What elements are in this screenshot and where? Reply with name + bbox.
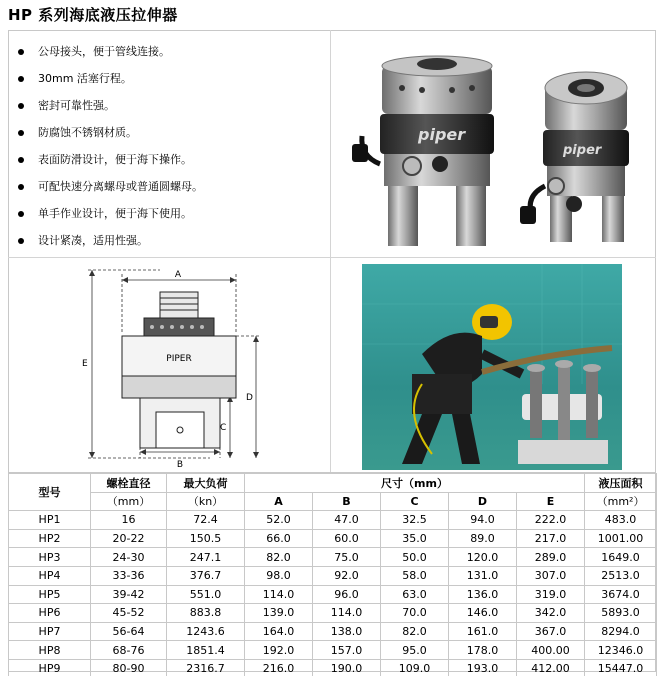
product-photo (340, 36, 650, 254)
table-cell: 98.0 (245, 566, 313, 585)
header-dim-c: C (381, 492, 449, 511)
table-cell: 94.0 (449, 511, 517, 530)
table-cell: 193.0 (449, 659, 517, 676)
table-cell: 289.0 (517, 548, 585, 567)
table-cell: 400.00 (517, 641, 585, 660)
table-cell: 1243.6 (167, 622, 245, 641)
table-cell: 15447.0 (585, 659, 657, 676)
table-cell: 70.0 (381, 604, 449, 623)
table-cell: 45-52 (91, 604, 167, 623)
table-row (9, 641, 657, 660)
table-cell: 80-90 (91, 659, 167, 676)
table-cell: 376.7 (167, 566, 245, 585)
table-cell: 114.0 (313, 604, 381, 623)
feature-item: 30mm 活塞行程。 (14, 65, 203, 92)
table-cell: 75.0 (313, 548, 381, 567)
table-cell: 178.0 (449, 641, 517, 660)
table-cell: 39-42 (91, 585, 167, 604)
table-cell: 60.0 (313, 529, 381, 548)
table-cell: 319.0 (517, 585, 585, 604)
feature-item: 表面防滑设计，便于海下操作。 (14, 146, 203, 173)
table-cell: 114.0 (245, 585, 313, 604)
table-cell: 342.0 (517, 604, 585, 623)
header-area-unit: （mm²） (585, 492, 657, 511)
photo-brand-label: piper (563, 143, 602, 158)
flange-tensioners-image (518, 360, 608, 464)
table-cell: 68-76 (91, 641, 167, 660)
table-cell: HP3 (9, 548, 91, 567)
header-max-load: 最大负荷 (167, 474, 245, 493)
tensioner-left-image (352, 56, 494, 246)
table-cell: 5893.0 (585, 604, 657, 623)
table-cell: 120.0 (449, 548, 517, 567)
dim-label-d: D (246, 393, 253, 403)
table-row (9, 566, 657, 585)
table-cell: HP2 (9, 529, 91, 548)
table-cell: 2316.7 (167, 659, 245, 676)
table-cell: 883.8 (167, 604, 245, 623)
table-cell: 164.0 (245, 622, 313, 641)
header-dim-d: D (449, 492, 517, 511)
table-cell: 1001.00 (585, 529, 657, 548)
table-cell: 47.0 (313, 511, 381, 530)
table-cell: 551.0 (167, 585, 245, 604)
feature-list (14, 38, 203, 254)
feature-item: 公母接头，便于管线连接。 (14, 38, 203, 65)
table-cell: 35.0 (381, 529, 449, 548)
table-cell: HP1 (9, 511, 91, 530)
table-cell: 92.0 (313, 566, 381, 585)
table-cell: 1851.4 (167, 641, 245, 660)
underwater-photo (362, 264, 622, 470)
table-cell: 367.0 (517, 622, 585, 641)
table-cell: 96.0 (313, 585, 381, 604)
feature-item: 密封可靠性强。 (14, 92, 203, 119)
page-title: HP 系列海底液压拉伸器 (8, 6, 178, 24)
table-cell: 307.0 (517, 566, 585, 585)
feature-item: 防腐蚀不锈钢材质。 (14, 119, 203, 146)
table-cell: 12346.0 (585, 641, 657, 660)
divider-vertical (330, 30, 331, 472)
table-cell: 33-36 (91, 566, 167, 585)
table-cell: 136.0 (449, 585, 517, 604)
table-row (9, 529, 657, 548)
drawing-brand-label: PIPER (166, 354, 192, 364)
tensioner-right-image (520, 72, 629, 242)
spec-table (8, 473, 657, 676)
dim-label-c: C (220, 423, 227, 433)
table-cell: 8294.0 (585, 622, 657, 641)
table-cell: 52.0 (245, 511, 313, 530)
table-cell: 24-30 (91, 548, 167, 567)
table-cell: 109.0 (381, 659, 449, 676)
table-cell: 150.5 (167, 529, 245, 548)
table-cell: 247.1 (167, 548, 245, 567)
table-cell: 412.00 (517, 659, 585, 676)
table-cell: 2513.0 (585, 566, 657, 585)
table-cell: 190.0 (313, 659, 381, 676)
header-bolt-diameter: 螺栓直径 (91, 474, 167, 493)
table-cell: 63.0 (381, 585, 449, 604)
table-row (9, 604, 657, 623)
table-cell: HP6 (9, 604, 91, 623)
table-cell: HP5 (9, 585, 91, 604)
header-dim-e: E (517, 492, 585, 511)
table-cell: 1649.0 (585, 548, 657, 567)
table-cell: 20-22 (91, 529, 167, 548)
header-dim-a: A (245, 492, 313, 511)
table-cell: HP7 (9, 622, 91, 641)
table-cell: 139.0 (245, 604, 313, 623)
table-row (9, 622, 657, 641)
table-cell: 222.0 (517, 511, 585, 530)
header-bolt-unit: （mm） (91, 492, 167, 511)
divider-horizontal (8, 257, 656, 258)
table-cell: 32.5 (381, 511, 449, 530)
table-cell: HP4 (9, 566, 91, 585)
feature-item: 单手作业设计，便于海下使用。 (14, 200, 203, 227)
table-cell: 157.0 (313, 641, 381, 660)
table-cell: 483.0 (585, 511, 657, 530)
table-cell: 58.0 (381, 566, 449, 585)
table-row (9, 659, 657, 676)
table-cell: 50.0 (381, 548, 449, 567)
table-row (9, 511, 657, 530)
table-cell: 146.0 (449, 604, 517, 623)
table-cell: 138.0 (313, 622, 381, 641)
header-load-unit: （kn） (167, 492, 245, 511)
table-row (9, 585, 657, 604)
table-cell: 217.0 (517, 529, 585, 548)
table-cell: 82.0 (381, 622, 449, 641)
dimension-drawing (60, 262, 300, 470)
table-cell: 216.0 (245, 659, 313, 676)
feature-item: 可配快速分离螺母或普通圆螺母。 (14, 173, 203, 200)
table-cell: 3674.0 (585, 585, 657, 604)
table-cell: 56-64 (91, 622, 167, 641)
table-cell: 16 (91, 511, 167, 530)
table-cell: 82.0 (245, 548, 313, 567)
table-cell: 72.4 (167, 511, 245, 530)
table-cell: 192.0 (245, 641, 313, 660)
feature-item: 设计紧凑，适用性强。 (14, 227, 203, 254)
header-dim-b: B (313, 492, 381, 511)
table-cell: 131.0 (449, 566, 517, 585)
table-row (9, 548, 657, 567)
table-cell: 161.0 (449, 622, 517, 641)
table-cell: HP9 (9, 659, 91, 676)
header-hydraulic-area: 液压面积 (585, 474, 657, 493)
table-cell: 95.0 (381, 641, 449, 660)
dim-label-b: B (176, 460, 184, 470)
dim-label-e: E (82, 359, 88, 369)
table-cell: 89.0 (449, 529, 517, 548)
dim-label-a: A (174, 270, 182, 280)
table-cell: 66.0 (245, 529, 313, 548)
table-cell: HP8 (9, 641, 91, 660)
header-model: 型号 (9, 474, 91, 511)
header-dimensions: 尺寸（mm） (245, 474, 585, 493)
photo-brand-label: piper (418, 125, 466, 144)
